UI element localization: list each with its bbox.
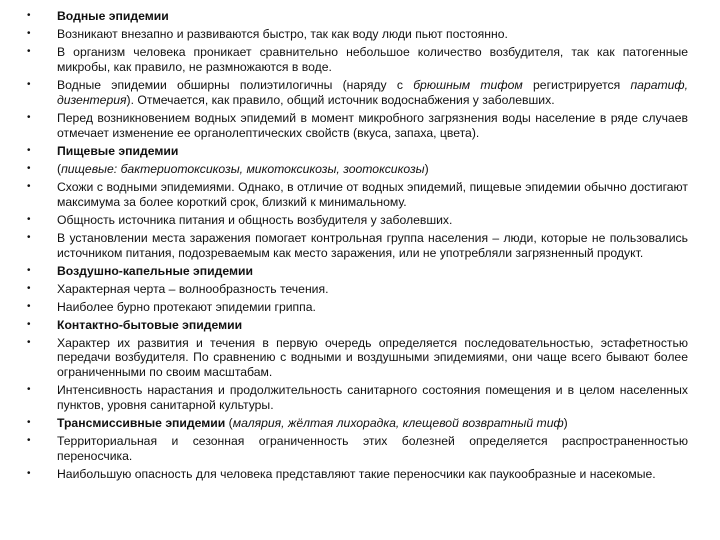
text-run: ) — [563, 416, 568, 431]
bullet-icon: • — [27, 435, 31, 447]
list-item — [27, 180, 688, 210]
item-text: Характер их развития и течения в первую очередь определяется последовательностью, эстафетностью передачи возбудителя. По сравнению с водными и воздушными эпидемиями, они чаще всего бывают более ограниченными по своим масштабам. — [57, 335, 688, 380]
text-run: ( — [225, 416, 233, 431]
item-text: Схожи с водными эпидемиями. Однако, в отличие от водных эпидемий, пищевые эпидемии обычно достигают максимума за более короткий срок, близкий к минимальному. — [57, 179, 688, 209]
item-text: Возникают внезапно и развиваются быстро, так как воду люди пьют постоянно. — [57, 27, 508, 41]
text-run: ). Отмечается, как правило, общий источник водоснабжения у заболевших. — [126, 92, 555, 107]
text-run: Водные эпидемии обширны полиэтилогичны (наряду с — [57, 77, 414, 92]
list-item — [27, 162, 688, 177]
item-text: Перед возникновением водных эпидемий в момент микробного загрязнения воды население в ряде случаев отмечает изменение ее органолептических свойств (вкуса, запаха, цвета). — [57, 110, 688, 140]
bullet-icon: • — [27, 78, 31, 90]
bullet-icon: • — [27, 264, 31, 276]
item-text: Наибольшую опасность для человека представляют такие переносчики как паукообразные и насекомые. — [57, 467, 656, 482]
bullet-icon: • — [27, 180, 31, 192]
list-item — [27, 78, 688, 108]
item-text: В установлении места заражения помогает контрольная группа населения – люди, которые не пользовались источником питания, подозреваемым как место заражения, или не употребляли загрязненный продукт. — [57, 230, 688, 260]
list-item — [27, 264, 688, 279]
bullet-icon: • — [27, 384, 31, 396]
italic-run: малярия, жёлтая лихорадка, клещевой возвратный тиф — [232, 416, 564, 431]
text-run: ( — [57, 161, 62, 176]
list-item — [27, 144, 688, 159]
bullet-icon: • — [27, 336, 31, 348]
list-item — [27, 213, 688, 228]
item-text: Территориальная и сезонная ограниченность этих болезней определяется распространенностью переносчика. — [57, 434, 688, 464]
bullet-icon: • — [27, 10, 31, 21]
section-heading: Воздушно-капельные эпидемии — [57, 263, 253, 278]
bullet-list — [27, 9, 688, 482]
text-run: регистрируется — [522, 77, 631, 92]
bullet-icon: • — [27, 213, 31, 225]
bullet-icon: • — [27, 282, 31, 294]
italic-run: пищевые: бактериотоксикозы, микотоксикозы, зоотоксикозы — [61, 161, 425, 176]
item-text: Характерная черта – волнообразность течения. — [57, 281, 329, 296]
item-text: Интенсивность нарастания и продолжительность санитарного состояния помещения и в целом населенных пунктов, уровня санитарной культуры. — [57, 383, 688, 413]
text-run: ) — [424, 161, 429, 176]
list-item — [27, 45, 688, 75]
list-item — [27, 336, 688, 381]
item-text — [57, 416, 688, 431]
bullet-icon: • — [27, 46, 31, 57]
list-item — [27, 434, 688, 464]
bullet-icon: • — [27, 318, 31, 330]
list-item — [27, 383, 688, 413]
list-item — [27, 467, 688, 482]
italic-run: брюшным тифом — [413, 77, 523, 92]
bullet-icon: • — [27, 111, 31, 123]
bullet-icon: • — [27, 144, 31, 156]
section-heading: Пищевые эпидемии — [57, 143, 179, 158]
bullet-icon: • — [27, 28, 31, 39]
list-item — [27, 282, 688, 297]
item-text — [57, 78, 688, 108]
bullet-icon: • — [27, 417, 31, 429]
list-item — [27, 318, 688, 333]
list-item — [27, 9, 688, 24]
item-text — [57, 162, 688, 177]
list-item — [27, 416, 688, 431]
list-item — [27, 111, 688, 141]
list-item — [27, 231, 688, 261]
bullet-icon: • — [27, 162, 31, 174]
bullet-icon: • — [27, 468, 31, 480]
list-item — [27, 300, 688, 315]
section-heading: Водные эпидемии — [57, 9, 169, 23]
bullet-icon: • — [27, 231, 31, 243]
section-heading: Контактно-бытовые эпидемии — [57, 317, 243, 332]
item-text: Наиболее бурно протекают эпидемии гриппа. — [57, 299, 316, 314]
list-item — [27, 27, 688, 42]
bullet-icon: • — [27, 300, 31, 312]
item-text: Общность источника питания и общность возбудителя у заболевших. — [57, 212, 453, 227]
item-text: В организм человека проникает сравнительно небольшое количество возбудителя, так как патогенные микробы, как правило, не размножаются в воде. — [57, 45, 688, 74]
section-heading: Трансмиссивные эпидемии — [57, 416, 226, 431]
italic-run: паратиф, дизентерия — [57, 77, 688, 107]
